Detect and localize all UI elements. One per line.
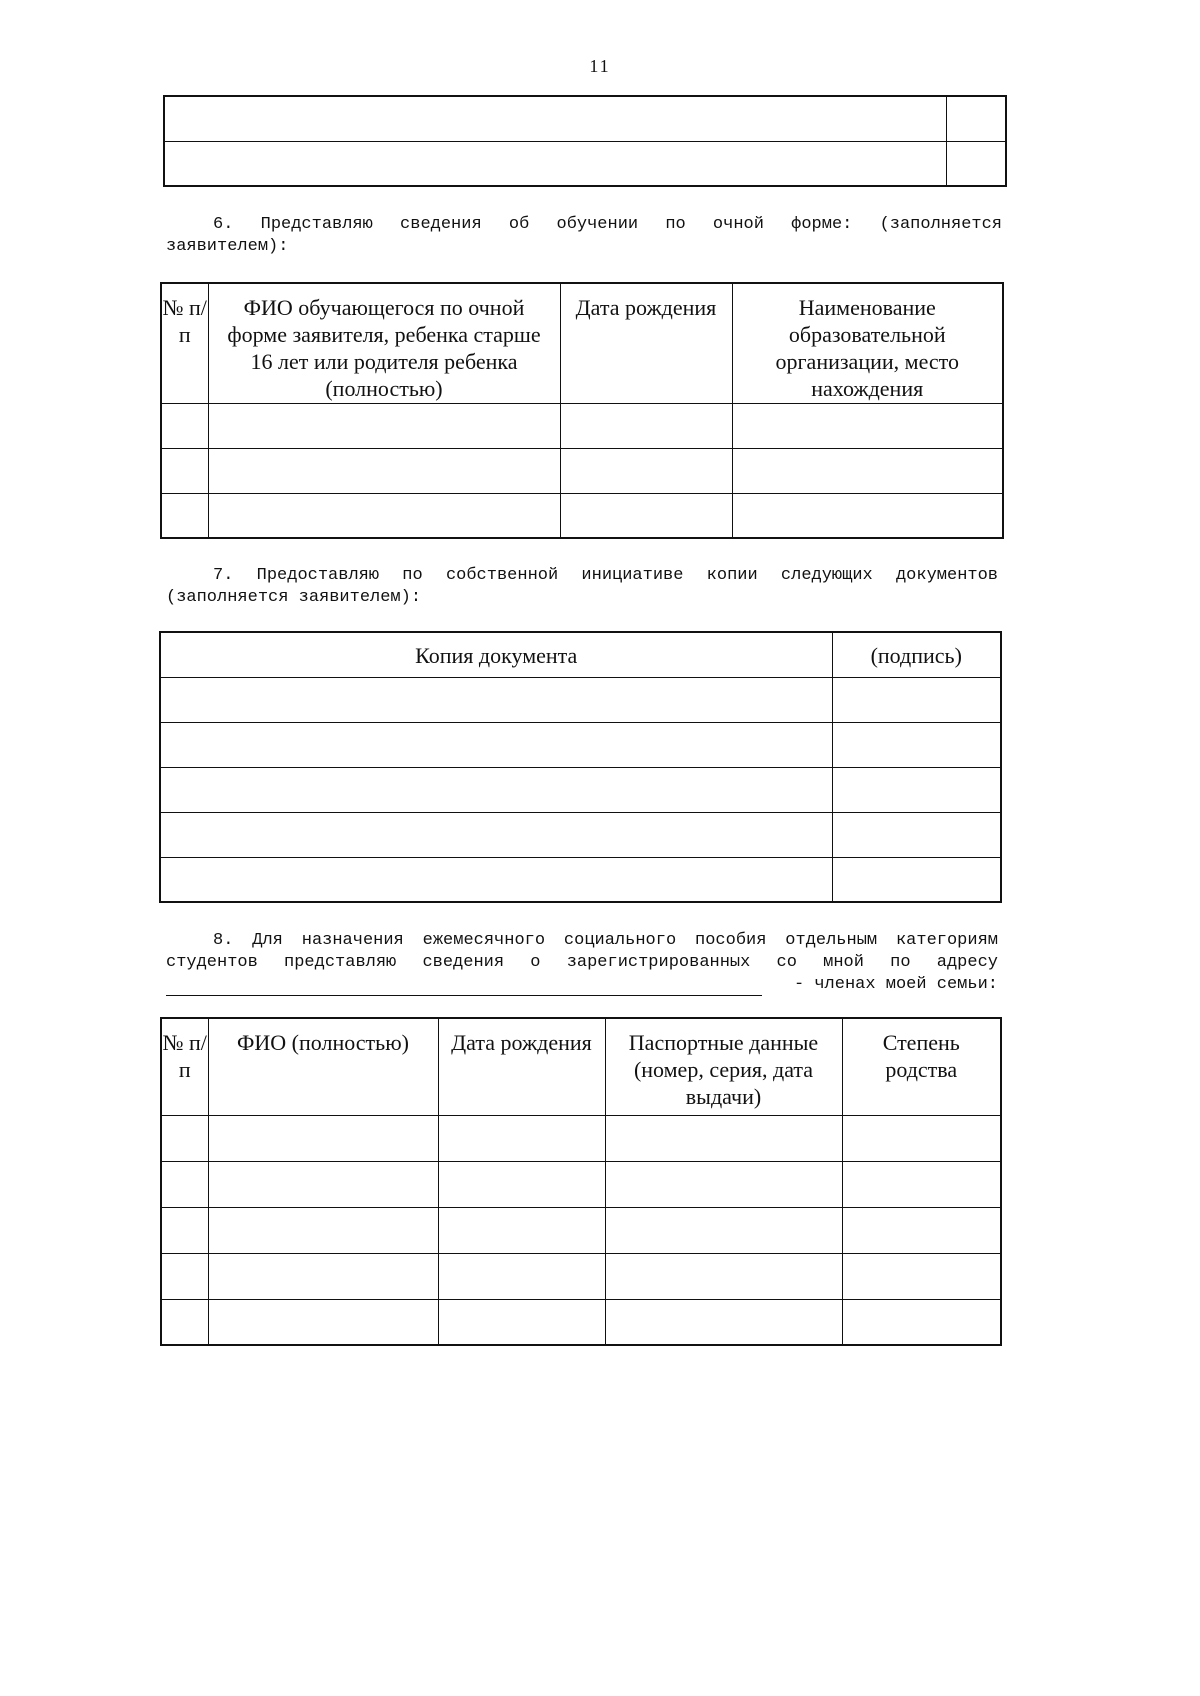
- education-cell[interactable]: [208, 448, 560, 493]
- family-cell[interactable]: [208, 1299, 438, 1345]
- documents-cell[interactable]: [832, 812, 1001, 857]
- family-cell[interactable]: [842, 1253, 1001, 1299]
- education-cell[interactable]: [732, 448, 1003, 493]
- documents-table-header: [160, 632, 1001, 677]
- documents-table-row: [160, 857, 1001, 902]
- family-col-number: № п/п: [161, 1018, 208, 1115]
- address-blank-line: [166, 979, 762, 996]
- family-cell[interactable]: [161, 1161, 208, 1207]
- education-cell[interactable]: [560, 448, 732, 493]
- section8-line1: 8. Для назначения ежемесячного социального пособия отдельным категориям: [213, 931, 998, 950]
- documents-cell[interactable]: [160, 767, 832, 812]
- family-table-header: [161, 1018, 1001, 1115]
- section8-paragraph: [166, 930, 998, 996]
- education-cell[interactable]: [161, 493, 208, 538]
- education-table-row: [161, 403, 1003, 448]
- family-cell[interactable]: [605, 1299, 842, 1345]
- documents-cell[interactable]: [160, 722, 832, 767]
- top-table-row: [164, 141, 1006, 186]
- documents-cell[interactable]: [832, 857, 1001, 902]
- family-cell[interactable]: [438, 1207, 605, 1253]
- family-cell[interactable]: [605, 1253, 842, 1299]
- education-col-organization: Наименование образовательной организации, место нахождения: [732, 283, 1003, 403]
- education-cell[interactable]: [208, 403, 560, 448]
- family-cell[interactable]: [605, 1207, 842, 1253]
- family-cell[interactable]: [208, 1253, 438, 1299]
- documents-cell[interactable]: [832, 677, 1001, 722]
- documents-cell[interactable]: [832, 767, 1001, 812]
- family-table-row: [161, 1161, 1001, 1207]
- family-table-row: [161, 1207, 1001, 1253]
- documents-col-copy: Копия документа: [160, 632, 832, 677]
- family-cell[interactable]: [438, 1161, 605, 1207]
- section8-line3-suffix: - членах моей семьи:: [793, 975, 998, 994]
- family-cell[interactable]: [161, 1207, 208, 1253]
- education-table-row: [161, 448, 1003, 493]
- documents-col-signature: (подпись): [832, 632, 1001, 677]
- family-cell[interactable]: [161, 1253, 208, 1299]
- documents-table-row: [160, 677, 1001, 722]
- family-cell[interactable]: [842, 1299, 1001, 1345]
- section8-line2: студентов представляю сведения о зарегистрированных со мной по адресу: [166, 953, 998, 972]
- section6-line1: 6. Представляю сведения об обучении по очной форме: (заполняется: [213, 215, 1002, 234]
- top-table-row: [164, 96, 1006, 141]
- family-cell[interactable]: [438, 1253, 605, 1299]
- family-cell[interactable]: [842, 1161, 1001, 1207]
- documents-cell[interactable]: [832, 722, 1001, 767]
- section6-paragraph: [166, 214, 1002, 258]
- family-table-row: [161, 1299, 1001, 1345]
- family-table-row: [161, 1115, 1001, 1161]
- documents-cell[interactable]: [160, 677, 832, 722]
- education-col-fio: ФИО обучающегося по очной форме заявителя, ребенка старше 16 лет или родителя ребенка (полностью): [208, 283, 560, 403]
- section7-line2: (заполняется заявителем):: [166, 588, 422, 607]
- family-cell[interactable]: [842, 1115, 1001, 1161]
- top-table-cell[interactable]: [164, 96, 946, 141]
- education-table: [160, 282, 1004, 539]
- family-col-birthdate: Дата рождения: [438, 1018, 605, 1115]
- section7-line1: 7. Предоставляю по собственной инициативе копии следующих документов: [213, 566, 998, 585]
- family-cell[interactable]: [208, 1207, 438, 1253]
- page-number: 11: [589, 56, 611, 76]
- documents-cell[interactable]: [160, 857, 832, 902]
- top-table-cell[interactable]: [946, 96, 1006, 141]
- education-col-number: № п/п: [161, 283, 208, 403]
- family-cell[interactable]: [438, 1299, 605, 1345]
- education-cell[interactable]: [161, 403, 208, 448]
- education-table-header: [161, 283, 1003, 403]
- family-cell[interactable]: [208, 1115, 438, 1161]
- education-cell[interactable]: [732, 403, 1003, 448]
- education-table-row: [161, 493, 1003, 538]
- family-cell[interactable]: [842, 1207, 1001, 1253]
- family-table-row: [161, 1253, 1001, 1299]
- education-cell[interactable]: [161, 448, 208, 493]
- family-members-table: [160, 1017, 1002, 1346]
- family-cell[interactable]: [605, 1161, 842, 1207]
- top-continuation-table: [163, 95, 1007, 187]
- documents-table-row: [160, 722, 1001, 767]
- section6-line2: заявителем):: [166, 237, 289, 256]
- family-col-relationship: Степень родства: [842, 1018, 1001, 1115]
- education-cell[interactable]: [732, 493, 1003, 538]
- top-table-cell[interactable]: [164, 141, 946, 186]
- education-cell[interactable]: [208, 493, 560, 538]
- section7-paragraph: [166, 565, 998, 609]
- family-cell[interactable]: [605, 1115, 842, 1161]
- education-col-birthdate: Дата рождения: [560, 283, 732, 403]
- top-table-cell[interactable]: [946, 141, 1006, 186]
- documents-table-row: [160, 812, 1001, 857]
- family-cell[interactable]: [161, 1299, 208, 1345]
- family-col-passport: Паспортные данные (номер, серия, дата выдачи): [605, 1018, 842, 1115]
- documents-cell[interactable]: [160, 812, 832, 857]
- family-cell[interactable]: [438, 1115, 605, 1161]
- documents-table: [159, 631, 1002, 903]
- education-cell[interactable]: [560, 403, 732, 448]
- family-cell[interactable]: [208, 1161, 438, 1207]
- family-col-fio: ФИО (полностью): [208, 1018, 438, 1115]
- documents-table-row: [160, 767, 1001, 812]
- family-cell[interactable]: [161, 1115, 208, 1161]
- education-cell[interactable]: [560, 493, 732, 538]
